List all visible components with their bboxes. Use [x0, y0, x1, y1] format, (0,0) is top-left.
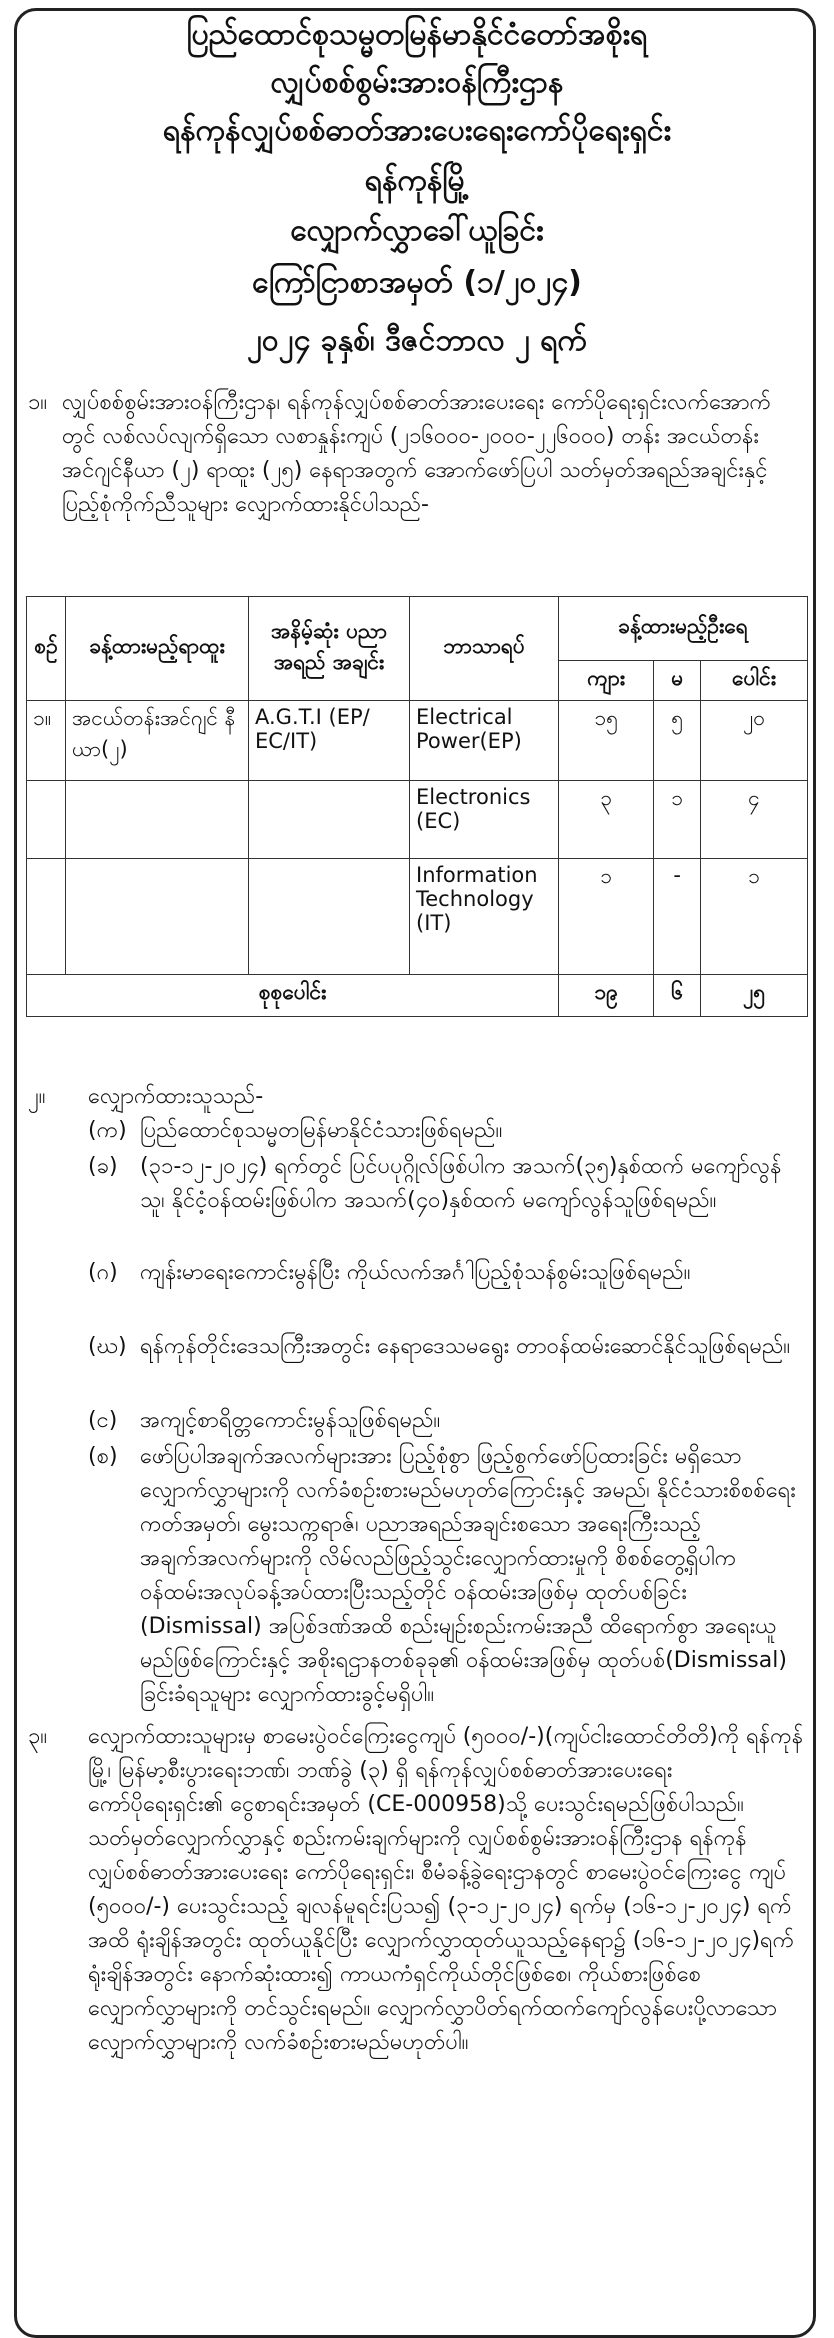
- th-male: ကျား: [559, 661, 654, 701]
- total-label: စုစုပေါင်း: [27, 975, 559, 1017]
- th-total: ပေါင်း: [701, 661, 808, 701]
- cell-male: ၃: [559, 781, 654, 859]
- item-mark: (စ): [88, 1444, 118, 1469]
- vacancy-table: [26, 596, 808, 1017]
- total-female: ၆: [654, 975, 701, 1017]
- cell-total: ၄: [701, 781, 808, 859]
- header-government: ပြည်ထောင်စုသမ္မတမြန်မာနိုင်ငံတော်အစိုးရ: [186, 17, 648, 52]
- cell-qualification: [249, 859, 410, 975]
- cell-serial: [27, 781, 66, 859]
- item-mark: (က): [88, 1118, 127, 1143]
- cell-subject: Information Technology (IT): [410, 859, 559, 975]
- header-corporation: ရန်ကုန်လျှပ်စစ်ဓာတ်အားပေးရေးကော်ပိုရေးရှင်း: [162, 113, 672, 148]
- th-subject: ဘာသာရပ်: [410, 597, 559, 701]
- cell-qualification: [249, 781, 410, 859]
- section3-text: လျှောက်ထားသူများမှ စာမေးပွဲဝင်ကြေးငွေကျပ် (၅၀၀၀/-)(ကျပ်ငါးထောင်တိတိ)ကို ရန်ကုန်မြို့၊ မြန်မာ့စီးပွားရေးဘဏ်၊ ဘဏ်ခွဲ (၃) ရှိ ရန်ကုန်လျှပ်စစ်ဓာတ်အားပေးရေးကော်ပိုရေးရှင်း၏ ငွေစာရင်းအမှတ် (CE-000958)သို့ ပေးသွင်းရမည်ဖြစ်ပါသည်။ သတ်မှတ်လျှောက်လွှာနှင့် စည်းကမ်းချက်များကို လျှပ်စစ်စွမ်းအားဝန်ကြီးဌာန ရန်ကုန်လျှပ်စစ်ဓာတ်အားပေးရေး ကော်ပိုရေးရှင်း၊ စီမံခန့်ခွဲရေးဌာနတွင် စာမေးပွဲဝင်ကြေးငွေ ကျပ် (၅၀၀၀/-) ပေးသွင်းသည့် ချလန်မူရင်းပြသ၍ (၃-၁၂-၂၀၂၄) ရက်မှ (၁၆-၁၂-၂၀၂၄) ရက်အထိ ရုံးချိန်အတွင်း ထုတ်ယူနိုင်ပြီး လျှောက်လွှာထုတ်ယူသည့်နေရာ၌ (၁၆-၁၂-၂၀၂၄)ရက် ရုံးချိန်အတွင်း နောက်ဆုံးထား၍ ကာယကံရှင်ကိုယ်တိုင်ဖြစ်စေ၊ ကိုယ်စားဖြစ်စေ လျှောက်လွှာများကို တင်သွင်းရမည်။ လျှောက်လွှာပိတ်ရက်ထက်ကျော်လွန်ပေးပို့လာသော လျှောက်လွှာများကို လက်ခံစဉ်းစားမည်မဟုတ်ပါ။: [88, 1724, 804, 2055]
- item-text: ကျန်းမာရေးကောင်းမွန်ပြီး ကိုယ်လက်အင်္ဂါပြည့်စုံသန်စွမ်းသူဖြစ်ရမည်။: [140, 1260, 691, 1285]
- th-post: ခန့်ထားမည့်ရာထူး: [66, 597, 249, 701]
- item-mark: (ခ): [88, 1154, 118, 1179]
- cell-post: [66, 859, 249, 975]
- para1-number: ၁။: [28, 390, 48, 415]
- section3-number: ၃။: [28, 1724, 48, 1749]
- header-notice-number: ကြော်ငြာစာအမှတ် (၁/၂၀၂၄): [252, 265, 582, 300]
- cell-subject: Electronics (EC): [410, 781, 559, 859]
- th-serial: စဉ်: [27, 597, 66, 701]
- item-text: အကျင့်စာရိတ္တကောင်းမွန်သူဖြစ်ရမည်။: [140, 1408, 441, 1433]
- th-count: ခန့်ထားမည့်ဦးရေ: [559, 597, 808, 661]
- section2-number: ၂။: [28, 1084, 46, 1109]
- cell-subject: Electrical Power(EP): [410, 701, 559, 781]
- cell-female: -: [654, 859, 701, 975]
- cell-female: ၁: [654, 781, 701, 859]
- item-mark: (င): [88, 1408, 118, 1433]
- header-city: ရန်ကုန်မြို့: [364, 163, 470, 198]
- cell-total: ၂၀: [701, 701, 808, 781]
- item-text: ပြည်ထောင်စုသမ္မတမြန်မာနိုင်ငံသားဖြစ်ရမည်။: [140, 1118, 503, 1143]
- header-ministry: လျှပ်စစ်စွမ်းအားဝန်ကြီးဌာန: [270, 65, 564, 100]
- item-mark: (ဂ): [88, 1260, 118, 1285]
- table-total-row: [27, 975, 808, 1017]
- item-text: (၃၁-၁၂-၂၀၂၄) ရက်တွင် ပြင်ပပုဂ္ဂိုလ်ဖြစ်ပါက အသက်(၃၅)နှစ်ထက် မကျော်လွန်သူ၊ နိုင်ငံ့ဝန်ထမ်းဖြစ်ပါက အသက်(၄၀)နှစ်ထက် မကျော်လွန်သူဖြစ်ရမည်။: [140, 1154, 782, 1213]
- cell-serial: ၁။: [27, 701, 66, 781]
- table-row: [27, 701, 808, 781]
- item-text: ဖော်ပြပါအချက်အလက်များအား ပြည့်စုံစွာ ဖြည့်စွက်ဖော်ပြထားခြင်း မရှိသော လျှောက်လွှာများကို လက်ခံစဉ်းစားမည်မဟုတ်ကြောင်းနှင့် အမည်၊ နိုင်ငံသားစိစစ်ရေးကတ်အမှတ်၊ မွေးသက္ကရာဇ်၊ ပညာအရည်အချင်းစသော အရေးကြီးသည့် အချက်အလက်များကို လိမ်လည်ဖြည့်သွင်းလျှောက်ထားမှုကို စိစစ်တွေ့ရှိပါက ဝန်ထမ်းအလုပ်ခန့်အပ်ထားပြီးသည့်တိုင် ဝန်ထမ်းအဖြစ်မှ ထုတ်ပစ်ခြင်း (Dismissal) အပြစ်ဒဏ်အထိ စည်းမျဉ်းစည်းကမ်းအညီ ထိရောက်စွာ အရေးယူမည်ဖြစ်ကြောင်းနှင့် အစိုးရဌာနတစ်ခုခု၏ ဝန်ထမ်းအဖြစ်မှ ထုတ်ပစ်(Dismissal) ခြင်းခံရသူများ လျှောက်ထားခွင့်မရှိပါ။: [140, 1444, 796, 1707]
- cell-post: အငယ်တန်းအင်ဂျင် နီယာ(၂): [66, 701, 249, 781]
- total-total: ၂၅: [701, 975, 808, 1017]
- item-text: ရန်ကုန်တိုင်းဒေသကြီးအတွင်း နေရာဒေသမရွေး တာဝန်ထမ်းဆောင်နိုင်သူဖြစ်ရမည်။: [140, 1334, 791, 1359]
- cell-male: ၁: [559, 859, 654, 975]
- total-male: ၁၉: [559, 975, 654, 1017]
- para1-text: လျှပ်စစ်စွမ်းအားဝန်ကြီးဌာန၊ ရန်ကုန်လျှပ်စစ်ဓာတ်အားပေးရေး ကော်ပိုရေးရှင်းလက်အောက်တွင် လစ်လပ်လျက်ရှိသော လစာနှုန်းကျပ် (၂၁၆၀၀၀-၂၀၀၀-၂၂၆၀၀၀) တန်း အငယ်တန်းအင်ဂျင်နီယာ (၂) ရာထူး (၂၅) နေရာအတွက် အောက်ဖော်ပြပါ သတ်မှတ်အရည်အချင်းနှင့် ပြည့်စုံကိုက်ညီသူများ လျှောက်ထားနိုင်ပါသည်-: [62, 390, 772, 517]
- cell-qualification: A.G.T.I (EP/ EC/IT): [249, 701, 410, 781]
- th-female: မ: [654, 661, 701, 701]
- item-mark: (ဃ): [88, 1334, 127, 1359]
- cell-post: [66, 781, 249, 859]
- table-row: [27, 859, 808, 975]
- section2-title: လျှောက်ထားသူသည်-: [88, 1084, 264, 1109]
- table-row: [27, 781, 808, 859]
- header-date: ၂၀၂၄ ခုနှစ်၊ ဒီဇင်ဘာလ ၂ ရက်: [247, 323, 587, 358]
- cell-serial: [27, 859, 66, 975]
- cell-female: ၅: [654, 701, 701, 781]
- header-notice-title: လျှောက်လွှာခေါ်ယူခြင်း: [290, 213, 544, 248]
- cell-total: ၁: [701, 859, 808, 975]
- cell-male: ၁၅: [559, 701, 654, 781]
- th-qualification: အနိမ့်ဆုံး ပညာအရည် အချင်း: [249, 597, 410, 701]
